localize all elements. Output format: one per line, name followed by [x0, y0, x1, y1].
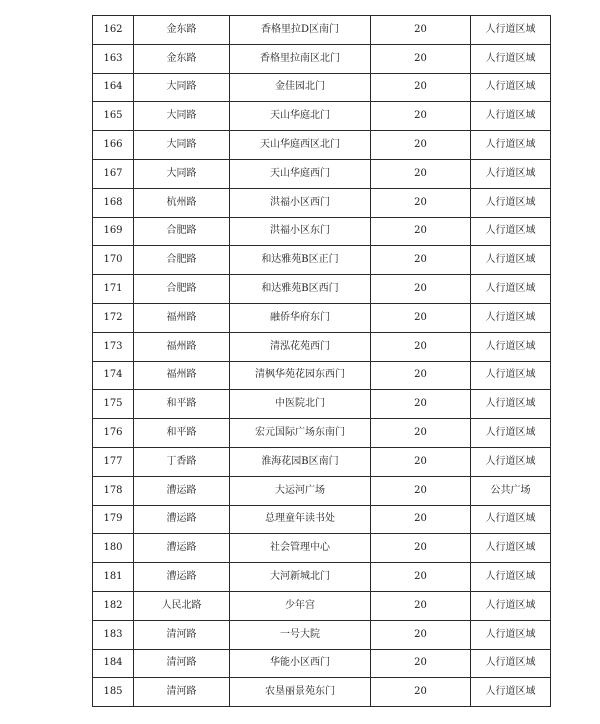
- row-number-cell: 173: [93, 332, 134, 361]
- row-number-cell: 175: [93, 390, 134, 419]
- table-row: [93, 361, 551, 390]
- table-row: [93, 620, 551, 649]
- location-cell: 和达雅苑B区西门: [230, 275, 371, 304]
- location-cell: 淮海花园B区南门: [230, 447, 371, 476]
- location-cell: 农垦丽景苑东门: [230, 678, 371, 707]
- row-number-cell: 184: [93, 649, 134, 678]
- count-cell: 20: [371, 44, 471, 73]
- area-type-cell: 人行道区域: [471, 361, 551, 390]
- table-row: [93, 332, 551, 361]
- road-name-cell: 清河路: [134, 649, 230, 678]
- area-type-cell: 人行道区域: [471, 102, 551, 131]
- count-cell: 20: [371, 476, 471, 505]
- count-cell: 20: [371, 361, 471, 390]
- location-cell: 金佳园北门: [230, 73, 371, 102]
- count-cell: 20: [371, 217, 471, 246]
- table-row: [93, 419, 551, 448]
- road-name-cell: 大同路: [134, 73, 230, 102]
- location-cell: 洪福小区东门: [230, 217, 371, 246]
- row-number-cell: 170: [93, 246, 134, 275]
- count-cell: 20: [371, 505, 471, 534]
- count-cell: 20: [371, 534, 471, 563]
- road-name-cell: 漕运路: [134, 476, 230, 505]
- table-row: [93, 275, 551, 304]
- area-type-cell: 人行道区域: [471, 505, 551, 534]
- area-type-cell: 人行道区域: [471, 591, 551, 620]
- row-number-cell: 167: [93, 159, 134, 188]
- table-row: [93, 447, 551, 476]
- row-number-cell: 185: [93, 678, 134, 707]
- count-cell: 20: [371, 563, 471, 592]
- location-cell: 清枫华苑花园东西门: [230, 361, 371, 390]
- row-number-cell: 181: [93, 563, 134, 592]
- row-number-cell: 169: [93, 217, 134, 246]
- road-name-cell: 合肥路: [134, 217, 230, 246]
- count-cell: 20: [371, 332, 471, 361]
- road-name-cell: 丁香路: [134, 447, 230, 476]
- road-name-cell: 和平路: [134, 390, 230, 419]
- area-type-cell: 人行道区域: [471, 217, 551, 246]
- table-row: [93, 102, 551, 131]
- area-type-cell: 人行道区域: [471, 419, 551, 448]
- row-number-cell: 179: [93, 505, 134, 534]
- area-type-cell: 公共广场: [471, 476, 551, 505]
- count-cell: 20: [371, 620, 471, 649]
- row-number-cell: 174: [93, 361, 134, 390]
- road-name-cell: 大同路: [134, 131, 230, 160]
- road-name-cell: 金东路: [134, 16, 230, 45]
- area-type-cell: 人行道区域: [471, 620, 551, 649]
- table-body: [93, 16, 551, 707]
- location-cell: 天山华庭西区北门: [230, 131, 371, 160]
- road-name-cell: 人民北路: [134, 591, 230, 620]
- table-row: [93, 159, 551, 188]
- count-cell: 20: [371, 591, 471, 620]
- row-number-cell: 166: [93, 131, 134, 160]
- area-type-cell: 人行道区域: [471, 649, 551, 678]
- count-cell: 20: [371, 275, 471, 304]
- area-type-cell: 人行道区域: [471, 303, 551, 332]
- location-cell: 和达雅苑B区正门: [230, 246, 371, 275]
- table-row: [93, 188, 551, 217]
- road-name-cell: 福州路: [134, 361, 230, 390]
- road-name-cell: 和平路: [134, 419, 230, 448]
- table-row: [93, 246, 551, 275]
- table-row: [93, 73, 551, 102]
- area-type-cell: 人行道区域: [471, 563, 551, 592]
- row-number-cell: 182: [93, 591, 134, 620]
- count-cell: 20: [371, 246, 471, 275]
- area-type-cell: 人行道区域: [471, 332, 551, 361]
- location-cell: 天山华庭西门: [230, 159, 371, 188]
- count-cell: 20: [371, 73, 471, 102]
- location-cell: 香格里拉D区南门: [230, 16, 371, 45]
- row-number-cell: 183: [93, 620, 134, 649]
- location-cell: 大运河广场: [230, 476, 371, 505]
- row-number-cell: 164: [93, 73, 134, 102]
- area-type-cell: 人行道区域: [471, 16, 551, 45]
- area-type-cell: 人行道区域: [471, 447, 551, 476]
- table-row: [93, 390, 551, 419]
- table-row: [93, 505, 551, 534]
- row-number-cell: 162: [93, 16, 134, 45]
- road-name-cell: 大同路: [134, 159, 230, 188]
- road-name-cell: 合肥路: [134, 275, 230, 304]
- table-row: [93, 303, 551, 332]
- location-cell: 总理童年读书处: [230, 505, 371, 534]
- count-cell: 20: [371, 419, 471, 448]
- table-row: [93, 44, 551, 73]
- location-cell: 洪福小区西门: [230, 188, 371, 217]
- row-number-cell: 176: [93, 419, 134, 448]
- location-cell: 宏元国际广场东南门: [230, 419, 371, 448]
- document-page: [92, 15, 550, 707]
- location-cell: 华能小区西门: [230, 649, 371, 678]
- table-row: [93, 16, 551, 45]
- count-cell: 20: [371, 303, 471, 332]
- road-name-cell: 清河路: [134, 620, 230, 649]
- road-name-cell: 金东路: [134, 44, 230, 73]
- road-name-cell: 杭州路: [134, 188, 230, 217]
- road-name-cell: 漕运路: [134, 563, 230, 592]
- road-name-cell: 合肥路: [134, 246, 230, 275]
- row-number-cell: 168: [93, 188, 134, 217]
- row-number-cell: 163: [93, 44, 134, 73]
- area-type-cell: 人行道区域: [471, 275, 551, 304]
- location-cell: 香格里拉南区北门: [230, 44, 371, 73]
- location-cell: 一号大院: [230, 620, 371, 649]
- road-name-cell: 清河路: [134, 678, 230, 707]
- row-number-cell: 171: [93, 275, 134, 304]
- row-number-cell: 180: [93, 534, 134, 563]
- road-name-cell: 大同路: [134, 102, 230, 131]
- area-type-cell: 人行道区域: [471, 534, 551, 563]
- road-name-cell: 福州路: [134, 332, 230, 361]
- count-cell: 20: [371, 159, 471, 188]
- area-type-cell: 人行道区域: [471, 44, 551, 73]
- road-name-cell: 福州路: [134, 303, 230, 332]
- location-cell: 中医院北门: [230, 390, 371, 419]
- count-cell: 20: [371, 188, 471, 217]
- row-number-cell: 165: [93, 102, 134, 131]
- table-row: [93, 591, 551, 620]
- location-cell: 大河新城北门: [230, 563, 371, 592]
- count-cell: 20: [371, 447, 471, 476]
- location-cell: 社会管理中心: [230, 534, 371, 563]
- location-cell: 天山华庭北门: [230, 102, 371, 131]
- count-cell: 20: [371, 390, 471, 419]
- table-row: [93, 476, 551, 505]
- location-cell: 少年宫: [230, 591, 371, 620]
- road-name-cell: 漕运路: [134, 534, 230, 563]
- location-cell: 融侨华府东门: [230, 303, 371, 332]
- area-type-cell: 人行道区域: [471, 188, 551, 217]
- area-type-cell: 人行道区域: [471, 390, 551, 419]
- table-row: [93, 678, 551, 707]
- count-cell: 20: [371, 678, 471, 707]
- table-row: [93, 217, 551, 246]
- area-type-cell: 人行道区域: [471, 246, 551, 275]
- row-number-cell: 177: [93, 447, 134, 476]
- count-cell: 20: [371, 131, 471, 160]
- parking-location-table: [92, 15, 551, 707]
- area-type-cell: 人行道区域: [471, 131, 551, 160]
- table-row: [93, 534, 551, 563]
- count-cell: 20: [371, 102, 471, 131]
- row-number-cell: 172: [93, 303, 134, 332]
- table-row: [93, 649, 551, 678]
- area-type-cell: 人行道区域: [471, 678, 551, 707]
- table-row: [93, 563, 551, 592]
- area-type-cell: 人行道区域: [471, 159, 551, 188]
- location-cell: 清泓花苑西门: [230, 332, 371, 361]
- road-name-cell: 漕运路: [134, 505, 230, 534]
- count-cell: 20: [371, 649, 471, 678]
- count-cell: 20: [371, 16, 471, 45]
- row-number-cell: 178: [93, 476, 134, 505]
- area-type-cell: 人行道区域: [471, 73, 551, 102]
- table-row: [93, 131, 551, 160]
